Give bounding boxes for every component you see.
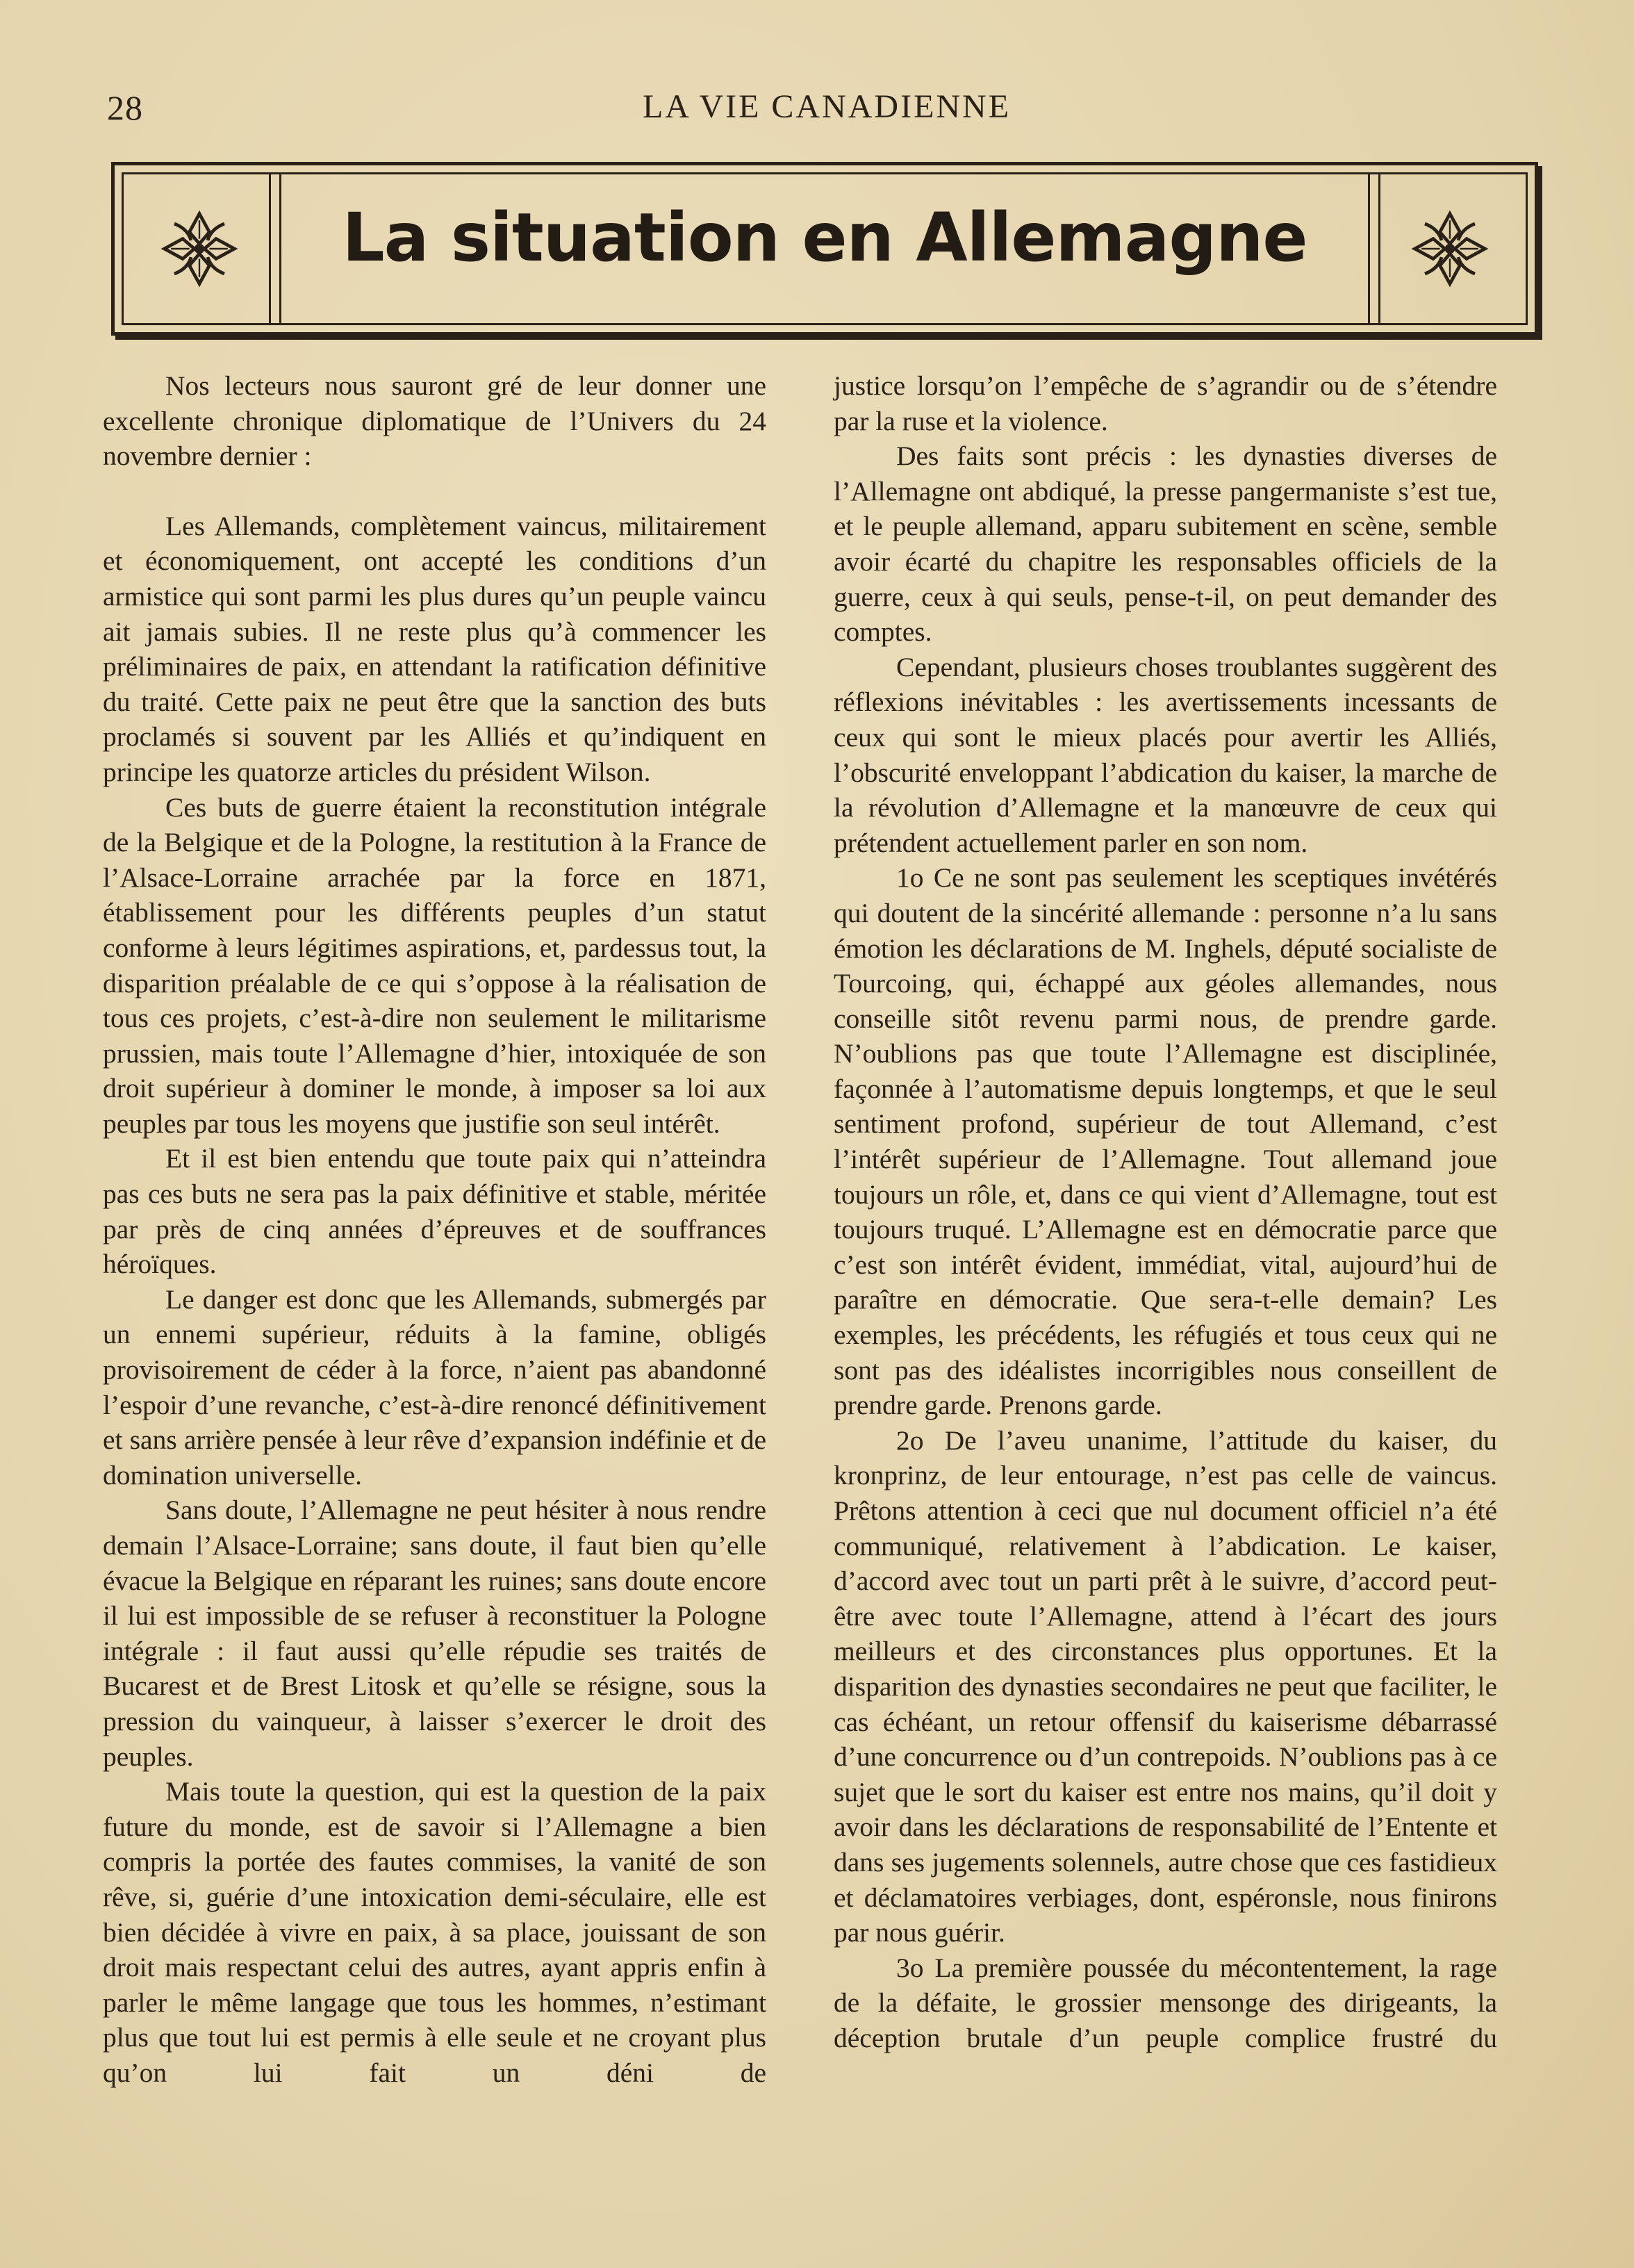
article-column-right — [834, 368, 1497, 2056]
running-header — [104, 82, 1549, 131]
paragraph: Cependant, plusieurs choses troublantes suggèrent des réflexions inévitables : les avertissements incessants de ceux qui sont le mieux placés pour avertir les Alliés, l’obscurité enveloppant l’abdication du kaiser, la marche de la révolution d’Allemagne et la manœuvre de ceux qui prétendent actuellement parler en son nom. — [834, 651, 1497, 858]
paragraph: Mais toute la question, qui est la question de la paix future du monde, est de savoir si l’Allemagne a bien compris la portée des fautes commises, la vanité de son rêve, si, guérie d’une intoxication demi-séculaire, elle est bien décidée à vivre en paix, à sa place, jouissant de son droit mais respectant celui des autres, ayant appris enfin à parler le même langage que tous les hommes, n’estimant plus que tout lui est permis à elle seule et ne croyant plus qu’on lui fait un déni de — [103, 1776, 766, 2088]
page-number: 28 — [107, 88, 143, 127]
paragraph: 3o La première poussée du mécontentement, la rage de la défaite, le grossier mensonge des dirigeants, la déception brutale d’un peuple complice frustré du — [834, 1952, 1497, 2053]
paragraph: 2o De l’aveu unanime, l’attitude du kaiser, du kronprinz, de leur entourage, n’est pas celle de vaincus. Prêtons attention à ceci que nul document officiel n’a été communiqué, relativement à l’abdication. Le kaiser, d’accord avec tout un parti prêt à le suivre, d’accord peut-être avec toute l’Allemagne, attend à l’écart des jours meilleurs et des circonstances plus opportunes. Et la disparition des dynasties secondaires ne peut que faciliter, le cas échéant, un retour offensif du kaiserisme débarrassé d’une concurrence ou d’un contrepoids. N’oublions pas à ce sujet que le sort du kaiser est entre nos mains, qu’il doit y avoir dans les déclarations de responsabilité de l’Entente et dans ses jugements solennels, autre chose que ces fastidieux et déclamatoires verbiages, dont, espéronsle, nous finirons par nous guérir. — [834, 1424, 1497, 1948]
left-divider-rule — [279, 172, 281, 325]
journal-title: LA VIE CANADIENNE — [642, 88, 1012, 125]
paragraph: Nos lecteurs nous sauront gré de leur donner une excellente chronique diplomatique de l’Univers du 24 novembre dernier : — [103, 370, 766, 472]
paragraph: Des faits sont précis : les dynasties diverses de l’Allemagne ont abdiqué, la presse pangermaniste s’est tue, et le peuple allemand, apparu subitement en scène, semble avoir écarté du chapitre les responsables officiels de la guerre, ceux à qui seuls, pense-t-il, on peut demander des comptes. — [834, 441, 1497, 648]
paragraph: Ces buts de guerre étaient la reconstitution intégrale de la Belgique et de la Pologne, la restitution à la France de l’Alsace-Lorraine arrachée par la force en 1871, établissement pour les différents peuples d’un statut conforme à leurs légitimes aspirations, et, pardessus tout, la disparition préalable de ce qui s’oppose à la réalisation de tous ces projets, c’est-à-dire non seulement le militarisme prussien, mais toute l’Allemagne d’hier, intoxiquée de son droit supérieur à dominer le monde, à imposer sa loi aux peuples par tous les moyens que justifie son seul intérêt. — [103, 791, 766, 1139]
right-divider-rule — [1368, 172, 1370, 325]
paragraph: Et il est bien entendu que toute paix qui n’atteindra pas ces buts ne sera pas la paix définitive et stable, méritée par près de cinq années d’épreuves et de souffrances héroïques. — [103, 1143, 766, 1280]
paragraph: 1o Ce ne sont pas seulement les sceptiques invétérés qui doutent de la sincérité allemande : personne n’a lu sans émotion les déclarations de M. Inghels, député socialiste de Tourcoing, qui, échappé aux géoles allemandes, nous conseille sitôt revenu parmi nous, de prendre garde. N’oublions pas que toute l’Allemagne est disciplinée, façonnée à l’automatisme depuis longtemps, et que le seul sentiment profond, supérieur de tout Allemand, c’est l’intérêt supérieur de l’Allemagne. Tout allemand joue toujours un rôle, et, dans ce qui vient d’Allemagne, tout est toujours truqué. L’Allemagne est en démocratie parce que c’est son intérêt évident, immédiat, vital, aujourd’hui de paraître en démocratie. Que sera-t-elle demain? Les exemples, les précédents, les réfugiés et tous ceux qui ne sont pas des idéalistes incorrigibles nous conseillent de prendre garde. Prenons garde. — [834, 862, 1497, 1421]
article-title: La situation en Allemagne — [342, 199, 1307, 277]
paragraph: Sans doute, l’Allemagne ne peut hésiter à nous rendre demain l’Alsace-Lorraine; sans doute, il faut bien qu’elle évacue la Belgique en réparant les ruines; sans doute encore il lui est impossible de se refuser à reconstituer la Pologne intégrale : il faut aussi qu’elle répudie ses traités de Bucarest et de Brest Litosk et qu’elle se résigne, sous la pression du vainqueur, à laisser s’exercer le droit des peuples. — [103, 1495, 766, 1772]
fleuron-ornament-icon — [1408, 207, 1492, 290]
paragraph: Le danger est donc que les Allemands, submergés par un ennemi supérieur, réduits à la famine, obligés provisoirement de céder à la force, n’aient pas abandonné l’espoir d’une revanche, c’est-à-dire renoncé définitivement et sans arrière pensée à leur rêve d’expansion indéfinie et de domination universelle. — [103, 1283, 766, 1490]
fleuron-ornament-icon — [158, 207, 241, 290]
article-column-left — [103, 368, 766, 2091]
right-divider-rule — [1378, 172, 1380, 325]
paragraph: Les Allemands, complètement vaincus, militairement et économiquement, ont accepté les conditions d’un armistice qui sont parmi les plus dures qu’un peuple vaincu ait jamais subies. Il ne reste plus qu’à commencer les préliminaires de paix, en attendant la ratification définitive du traité. Cette paix ne peut être que la sanction des buts proclamés si souvent par les Alliés et qu’indiquent en principe les quatorze articles du président Wilson. — [103, 510, 766, 787]
paragraph: justice lorsqu’on l’empêche de s’agrandir ou de s’étendre par la ruse et la violence. — [834, 370, 1497, 436]
left-divider-rule — [269, 172, 271, 325]
title-box — [111, 162, 1538, 336]
